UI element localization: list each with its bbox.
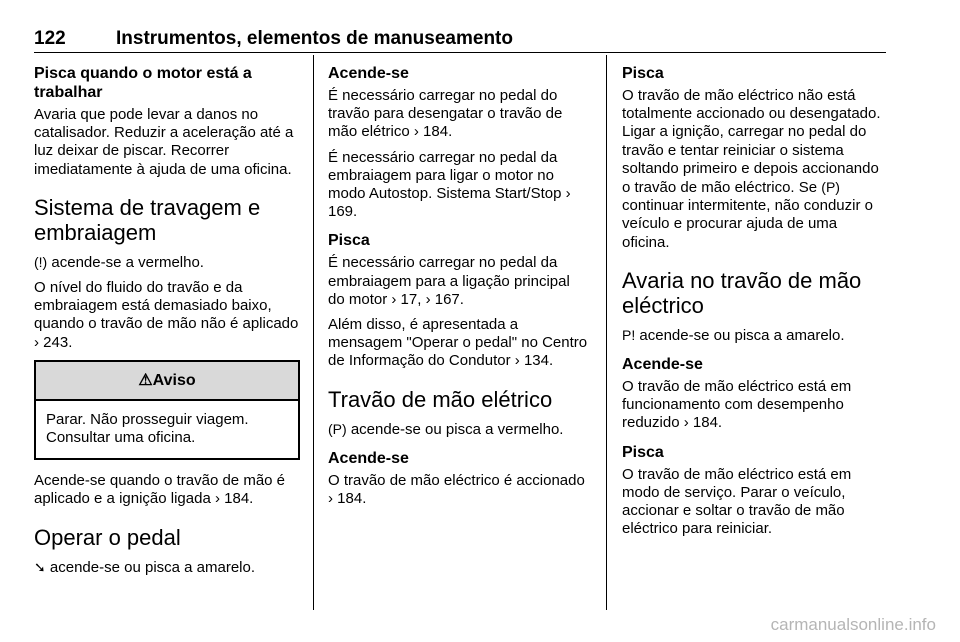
- parking-brake-icon: (P): [821, 179, 840, 196]
- paragraph-text: continuar intermitente, não conduzir o veículo e procurar ajuda de uma oficina.: [622, 197, 873, 251]
- parking-brake-fault-icon: P!: [622, 326, 636, 343]
- paragraph: [34, 279, 300, 352]
- paragraph: [34, 253, 300, 272]
- page-ref: 167.: [434, 290, 464, 308]
- section-title: Operar o pedal: [34, 524, 181, 550]
- column-1: [34, 64, 300, 584]
- paragraph-text: Acende-se quando o travão de mão é aplicado e a ignição ligada: [34, 472, 286, 508]
- column-3: [622, 64, 888, 545]
- paragraph-text: acende-se a vermelho.: [51, 253, 204, 271]
- page-ref: 17,: [400, 290, 422, 308]
- column-divider: [606, 55, 607, 610]
- page-ref-arrow-icon: ›: [683, 414, 689, 432]
- page-ref-arrow-icon: ›: [214, 490, 220, 508]
- section-heading: Pisca: [622, 443, 664, 461]
- page-ref: 184.: [692, 414, 723, 432]
- warning-box: [34, 360, 300, 460]
- paragraph: [328, 420, 590, 439]
- page-ref-arrow-icon: ›: [34, 333, 39, 351]
- paragraph: [328, 316, 590, 371]
- paragraph: [328, 87, 590, 142]
- paragraph: [622, 326, 888, 345]
- page-ref: 184.: [337, 490, 367, 508]
- page-ref-arrow-icon: ›: [425, 290, 431, 308]
- paragraph: [328, 472, 590, 508]
- paragraph-text: acende-se ou pisca a amarelo.: [639, 326, 845, 344]
- page-ref-arrow-icon: ›: [514, 352, 520, 370]
- watermark: carmanualsonline.info: [770, 615, 936, 634]
- page-ref-arrow-icon: ›: [413, 123, 419, 141]
- warning-header: [36, 362, 298, 401]
- paragraph-text: O travão de mão eléctrico é accionado: [328, 471, 585, 489]
- section-heading: Acende-se: [622, 356, 703, 374]
- paragraph: O travão de mão eléctrico está em modo de serviço. Parar o veículo, accionar e soltar o travão de mão eléctrico para reiniciar.: [622, 465, 852, 538]
- section-heading: Pisca: [328, 232, 370, 250]
- paragraph-text: É necessário carregar no pedal do travão para desengatar o travão de mão elétrico: [328, 87, 563, 141]
- paragraph-text: Além disso, é apresentada a mensagem "Operar o pedal" no Centro de Informação do Condutor: [328, 316, 588, 370]
- warning-triangle-icon: ⚠: [138, 371, 153, 389]
- page-number: 122: [34, 28, 66, 49]
- page-ref: 243.: [43, 333, 73, 351]
- section-heading: Pisca quando o motor está a trabalhar: [34, 65, 252, 101]
- paragraph-text: acende-se ou pisca a amarelo.: [49, 558, 256, 576]
- column-divider: [313, 55, 314, 610]
- paragraph: [622, 87, 888, 252]
- paragraph-text: O nível do fluido do travão e da embraiagem está demasiado baixo, quando o travão de mão não é aplicado: [34, 279, 299, 333]
- paragraph-text: O travão de mão eléctrico está em funcionamento com desempenho reduzido: [622, 378, 852, 432]
- section-title: Travão de mão elétrico: [328, 386, 553, 412]
- paragraph: [622, 378, 888, 433]
- column-2: [328, 64, 590, 515]
- page-ref-arrow-icon: ›: [328, 490, 333, 508]
- section-title: Sistema de travagem e embraiagem: [34, 194, 261, 245]
- section-title: Avaria no travão de mão eléctrico: [622, 267, 862, 318]
- page-ref-arrow-icon: ›: [565, 185, 571, 203]
- paragraph: [328, 254, 590, 309]
- paragraph-text: É necessário carregar no pedal da embraiagem para ligar o motor no modo Autostop. Sistema Start/Stop: [328, 148, 562, 203]
- page-ref: 169.: [328, 203, 358, 221]
- paragraph-text: acende-se ou pisca a vermelho.: [350, 420, 564, 438]
- section-heading: Acende-se: [328, 65, 409, 82]
- section-heading: Pisca: [622, 65, 664, 82]
- paragraph-text: O travão de mão eléctrico não está totalmente accionado ou desengatado. Ligar a ignição, carregar no pedal do travão e tentar reiniciar o sistema soltando primeiro e depois accionando o travão de mão eléctrico. Se: [622, 87, 881, 197]
- brake-warning-icon: (!): [34, 253, 48, 270]
- paragraph: [34, 472, 300, 508]
- parking-brake-icon: (P): [328, 420, 347, 437]
- page-ref: 184.: [423, 123, 453, 141]
- page-header: [34, 28, 886, 50]
- chapter-title: Instrumentos, elementos de manuseamento: [116, 28, 513, 49]
- page-ref: 184.: [224, 490, 254, 508]
- section-heading: Acende-se: [328, 449, 409, 467]
- operate-pedal-icon: ➘: [34, 558, 46, 575]
- paragraph: Avaria que pode levar a danos no catalisador. Reduzir a aceleração até a luz deixar de piscar. Recorrer imediatamente à ajuda de uma oficina.: [34, 106, 294, 178]
- paragraph-text: É necessário carregar no pedal da embraiagem para a ligação principal do motor: [328, 254, 570, 308]
- page-ref: 134.: [523, 352, 554, 370]
- warning-text: Parar. Não prosseguir viagem. Consultar uma oficina.: [46, 410, 249, 447]
- header-rule: [34, 52, 886, 53]
- paragraph: [328, 149, 590, 222]
- paragraph: [34, 558, 300, 577]
- page-ref-arrow-icon: ›: [391, 290, 397, 308]
- warning-title: Aviso: [152, 371, 196, 389]
